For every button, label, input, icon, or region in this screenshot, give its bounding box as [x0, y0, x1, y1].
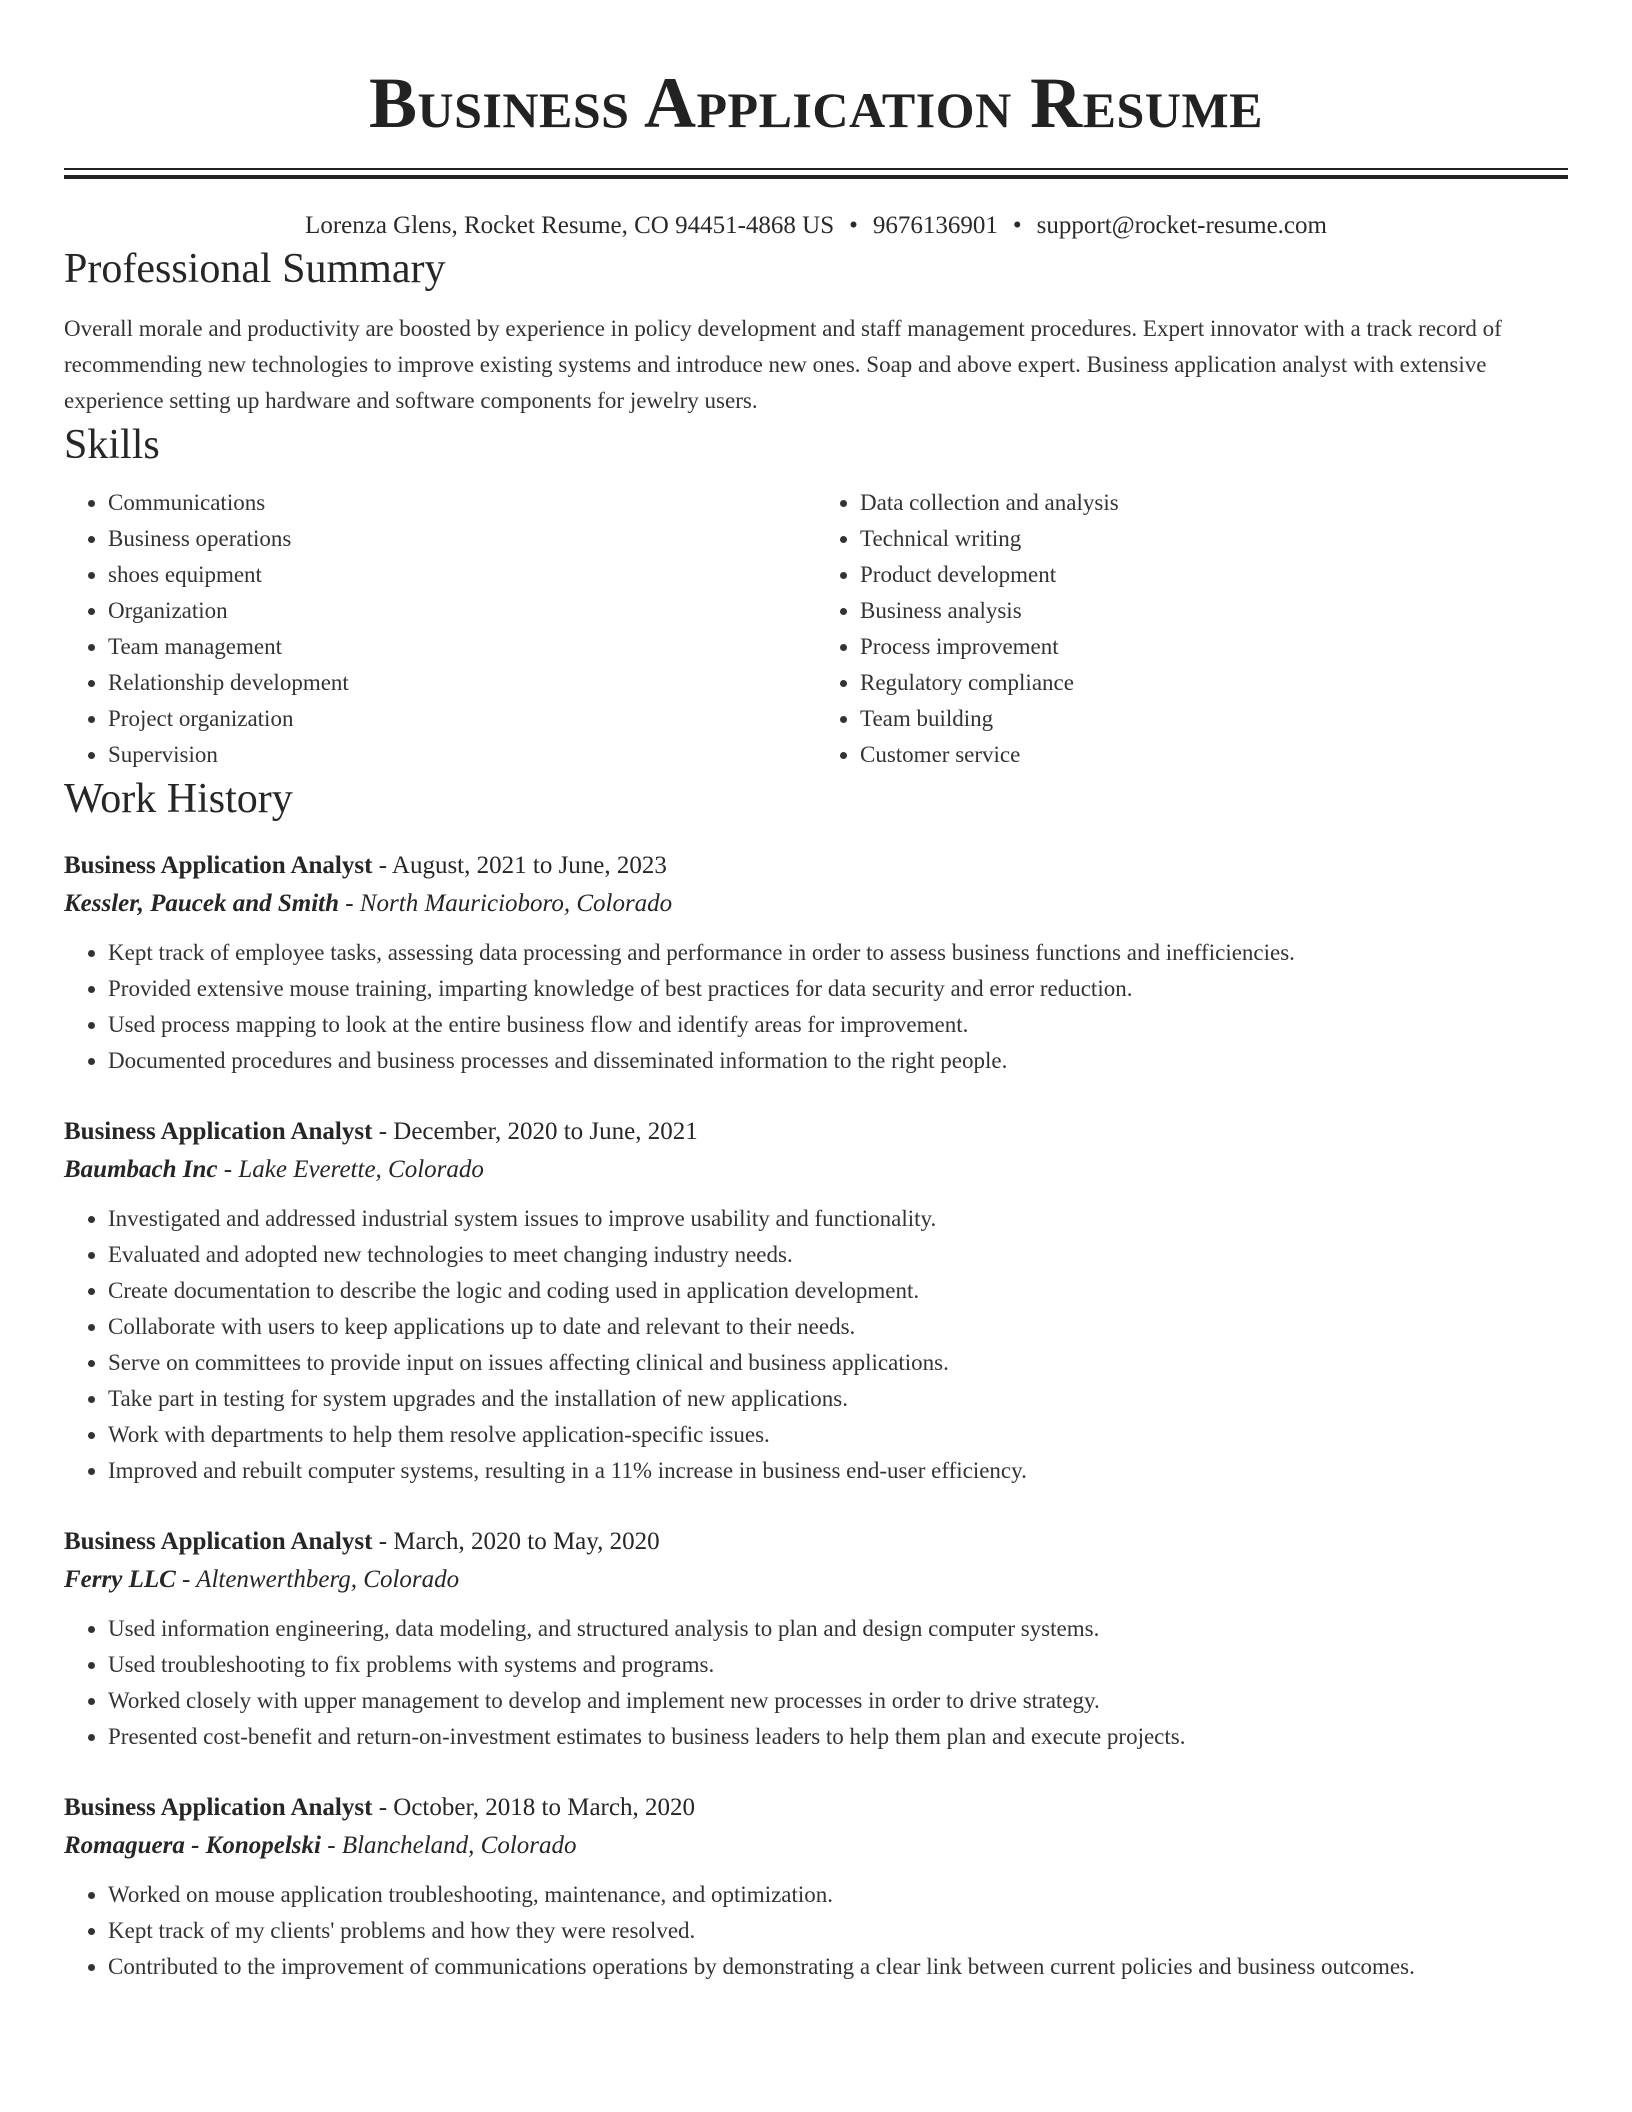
skills-column-right [816, 485, 1568, 773]
skill-item: • Relationship development [108, 665, 816, 701]
job-bullet: • Presented cost-benefit and return-on-investment estimates to business leaders to help them plan and execute projects. [108, 1719, 1568, 1755]
job-company-line: Kessler, Paucek and Smith - North Mauricioboro, Colorado [64, 890, 673, 917]
contact-email: support@rocket-resume.com [1036, 212, 1327, 239]
job-bullets [64, 1201, 1568, 1489]
job-bullet: • Used troubleshooting to fix problems with systems and programs. [108, 1647, 1568, 1683]
job-location: Altenwerthberg, Colorado [196, 1566, 460, 1593]
job-title-line: Business Application Analyst - December, 2020 to June, 2021 [64, 1118, 698, 1145]
job-title: Business Application Analyst [64, 1528, 373, 1555]
job-bullet: • Provided extensive mouse training, imparting knowledge of best practices for data security and error reduction. [108, 971, 1568, 1007]
job-bullet: • Evaluated and adopted new technologies to meet changing industry needs. [108, 1237, 1568, 1273]
skill-item: • Business analysis [860, 593, 1568, 629]
skill-item: • Customer service [860, 737, 1568, 773]
job-bullet: • Investigated and addressed industrial system issues to improve usability and functionality. [108, 1201, 1568, 1237]
job-bullet: • Contributed to the improvement of communications operations by demonstrating a clear link between current policies and business outcomes. [108, 1949, 1568, 1985]
skill-item: • Data collection and analysis [860, 485, 1568, 521]
job-company-line: Romaguera - Konopelski - Blancheland, Colorado [64, 1832, 577, 1859]
skill-item: • Organization [108, 593, 816, 629]
skills-list [64, 485, 1568, 773]
job-bullet: • Create documentation to describe the logic and coding used in application development. [108, 1273, 1568, 1309]
skill-item: • Project organization [108, 701, 816, 737]
skill-item: • shoes equipment [108, 557, 816, 593]
title-divider [64, 168, 1568, 179]
job-location: North Mauricioboro, Colorado [359, 890, 673, 917]
job-bullet: • Kept track of my clients' problems and how they were resolved. [108, 1913, 1568, 1949]
job-bullet: • Work with departments to help them resolve application-specific issues. [108, 1417, 1568, 1453]
job-dates: December, 2020 to June, 2021 [393, 1118, 698, 1145]
job-company-line: Ferry LLC - Altenwerthberg, Colorado [64, 1566, 460, 1593]
job-location: Blancheland, Colorado [341, 1832, 577, 1859]
skill-item: • Team management [108, 629, 816, 665]
skill-item: • Business operations [108, 521, 816, 557]
skill-item: • Supervision [108, 737, 816, 773]
job-entry [64, 847, 1568, 1079]
job-title-line: Business Application Analyst - October, 2018 to March, 2020 [64, 1794, 695, 1821]
job-bullet: • Used process mapping to look at the entire business flow and identify areas for improvement. [108, 1007, 1568, 1043]
summary-text: Overall morale and productivity are boosted by experience in policy development and staff management procedures. Expert innovator with a track record of recommending new technologies to improve existing systems and introduce new ones. Soap and above expert. Business application analyst with extensive experience setting up hardware and software components for jewelry users. [64, 316, 1502, 413]
contact-separator: • [1012, 212, 1022, 239]
job-entry [64, 1523, 1568, 1755]
contact-separator: • [849, 212, 858, 239]
skill-item: • Regulatory compliance [860, 665, 1568, 701]
job-dates: August, 2021 to June, 2023 [391, 852, 667, 879]
job-company: Baumbach Inc [64, 1156, 218, 1183]
resume-title: Business Application Resume [368, 63, 1263, 143]
job-bullet: • Kept track of employee tasks, assessing data processing and performance in order to assess business functions and inefficiencies. [108, 935, 1568, 971]
job-entry [64, 1789, 1568, 1985]
job-company: Ferry LLC [64, 1566, 176, 1593]
job-bullet: • Improved and rebuilt computer systems, resulting in a 11% increase in business end-user efficiency. [108, 1453, 1568, 1489]
job-bullet: • Used information engineering, data modeling, and structured analysis to plan and design computer systems. [108, 1611, 1568, 1647]
skill-item: • Process improvement [860, 629, 1568, 665]
work-history-heading: Work History [64, 776, 293, 822]
job-title: Business Application Analyst [64, 852, 373, 879]
job-bullet: • Take part in testing for system upgrades and the installation of new applications. [108, 1381, 1568, 1417]
job-company-line: Baumbach Inc - Lake Everette, Colorado [64, 1156, 484, 1183]
job-bullets [64, 1877, 1568, 1985]
skills-column-left [64, 485, 816, 773]
job-bullet: • Worked on mouse application troubleshooting, maintenance, and optimization. [108, 1877, 1568, 1913]
job-title: Business Application Analyst [64, 1794, 373, 1821]
skill-item: • Team building [860, 701, 1568, 737]
job-company: Romaguera - Konopelski [64, 1832, 321, 1859]
job-company: Kessler, Paucek and Smith [64, 890, 340, 917]
contact-address: Lorenza Glens, Rocket Resume, CO 94451-4868 US [305, 212, 835, 239]
job-bullet: • Collaborate with users to keep applications up to date and relevant to their needs. [108, 1309, 1568, 1345]
job-entry [64, 1113, 1568, 1489]
summary-heading: Professional Summary [64, 246, 446, 292]
job-dates: October, 2018 to March, 2020 [393, 1794, 695, 1821]
contact-phone: 9676136901 [872, 212, 998, 239]
skill-item: • Product development [860, 557, 1568, 593]
job-bullet: • Worked closely with upper management to develop and implement new processes in order to drive strategy. [108, 1683, 1568, 1719]
skill-item: • Technical writing [860, 521, 1568, 557]
job-bullets [64, 1611, 1568, 1755]
job-title: Business Application Analyst [64, 1118, 373, 1145]
job-dates: March, 2020 to May, 2020 [393, 1528, 660, 1555]
job-title-line: Business Application Analyst - March, 2020 to May, 2020 [64, 1528, 660, 1555]
job-title-line: Business Application Analyst - August, 2021 to June, 2023 [64, 852, 667, 879]
job-bullet: • Documented procedures and business processes and disseminated information to the right people. [108, 1043, 1568, 1079]
job-location: Lake Everette, Colorado [238, 1156, 484, 1183]
job-bullet: • Serve on committees to provide input on issues affecting clinical and business applications. [108, 1345, 1568, 1381]
skill-item: • Communications [108, 485, 816, 521]
job-bullets [64, 935, 1568, 1079]
contact-line [64, 209, 1568, 243]
skills-heading: Skills [64, 422, 160, 468]
